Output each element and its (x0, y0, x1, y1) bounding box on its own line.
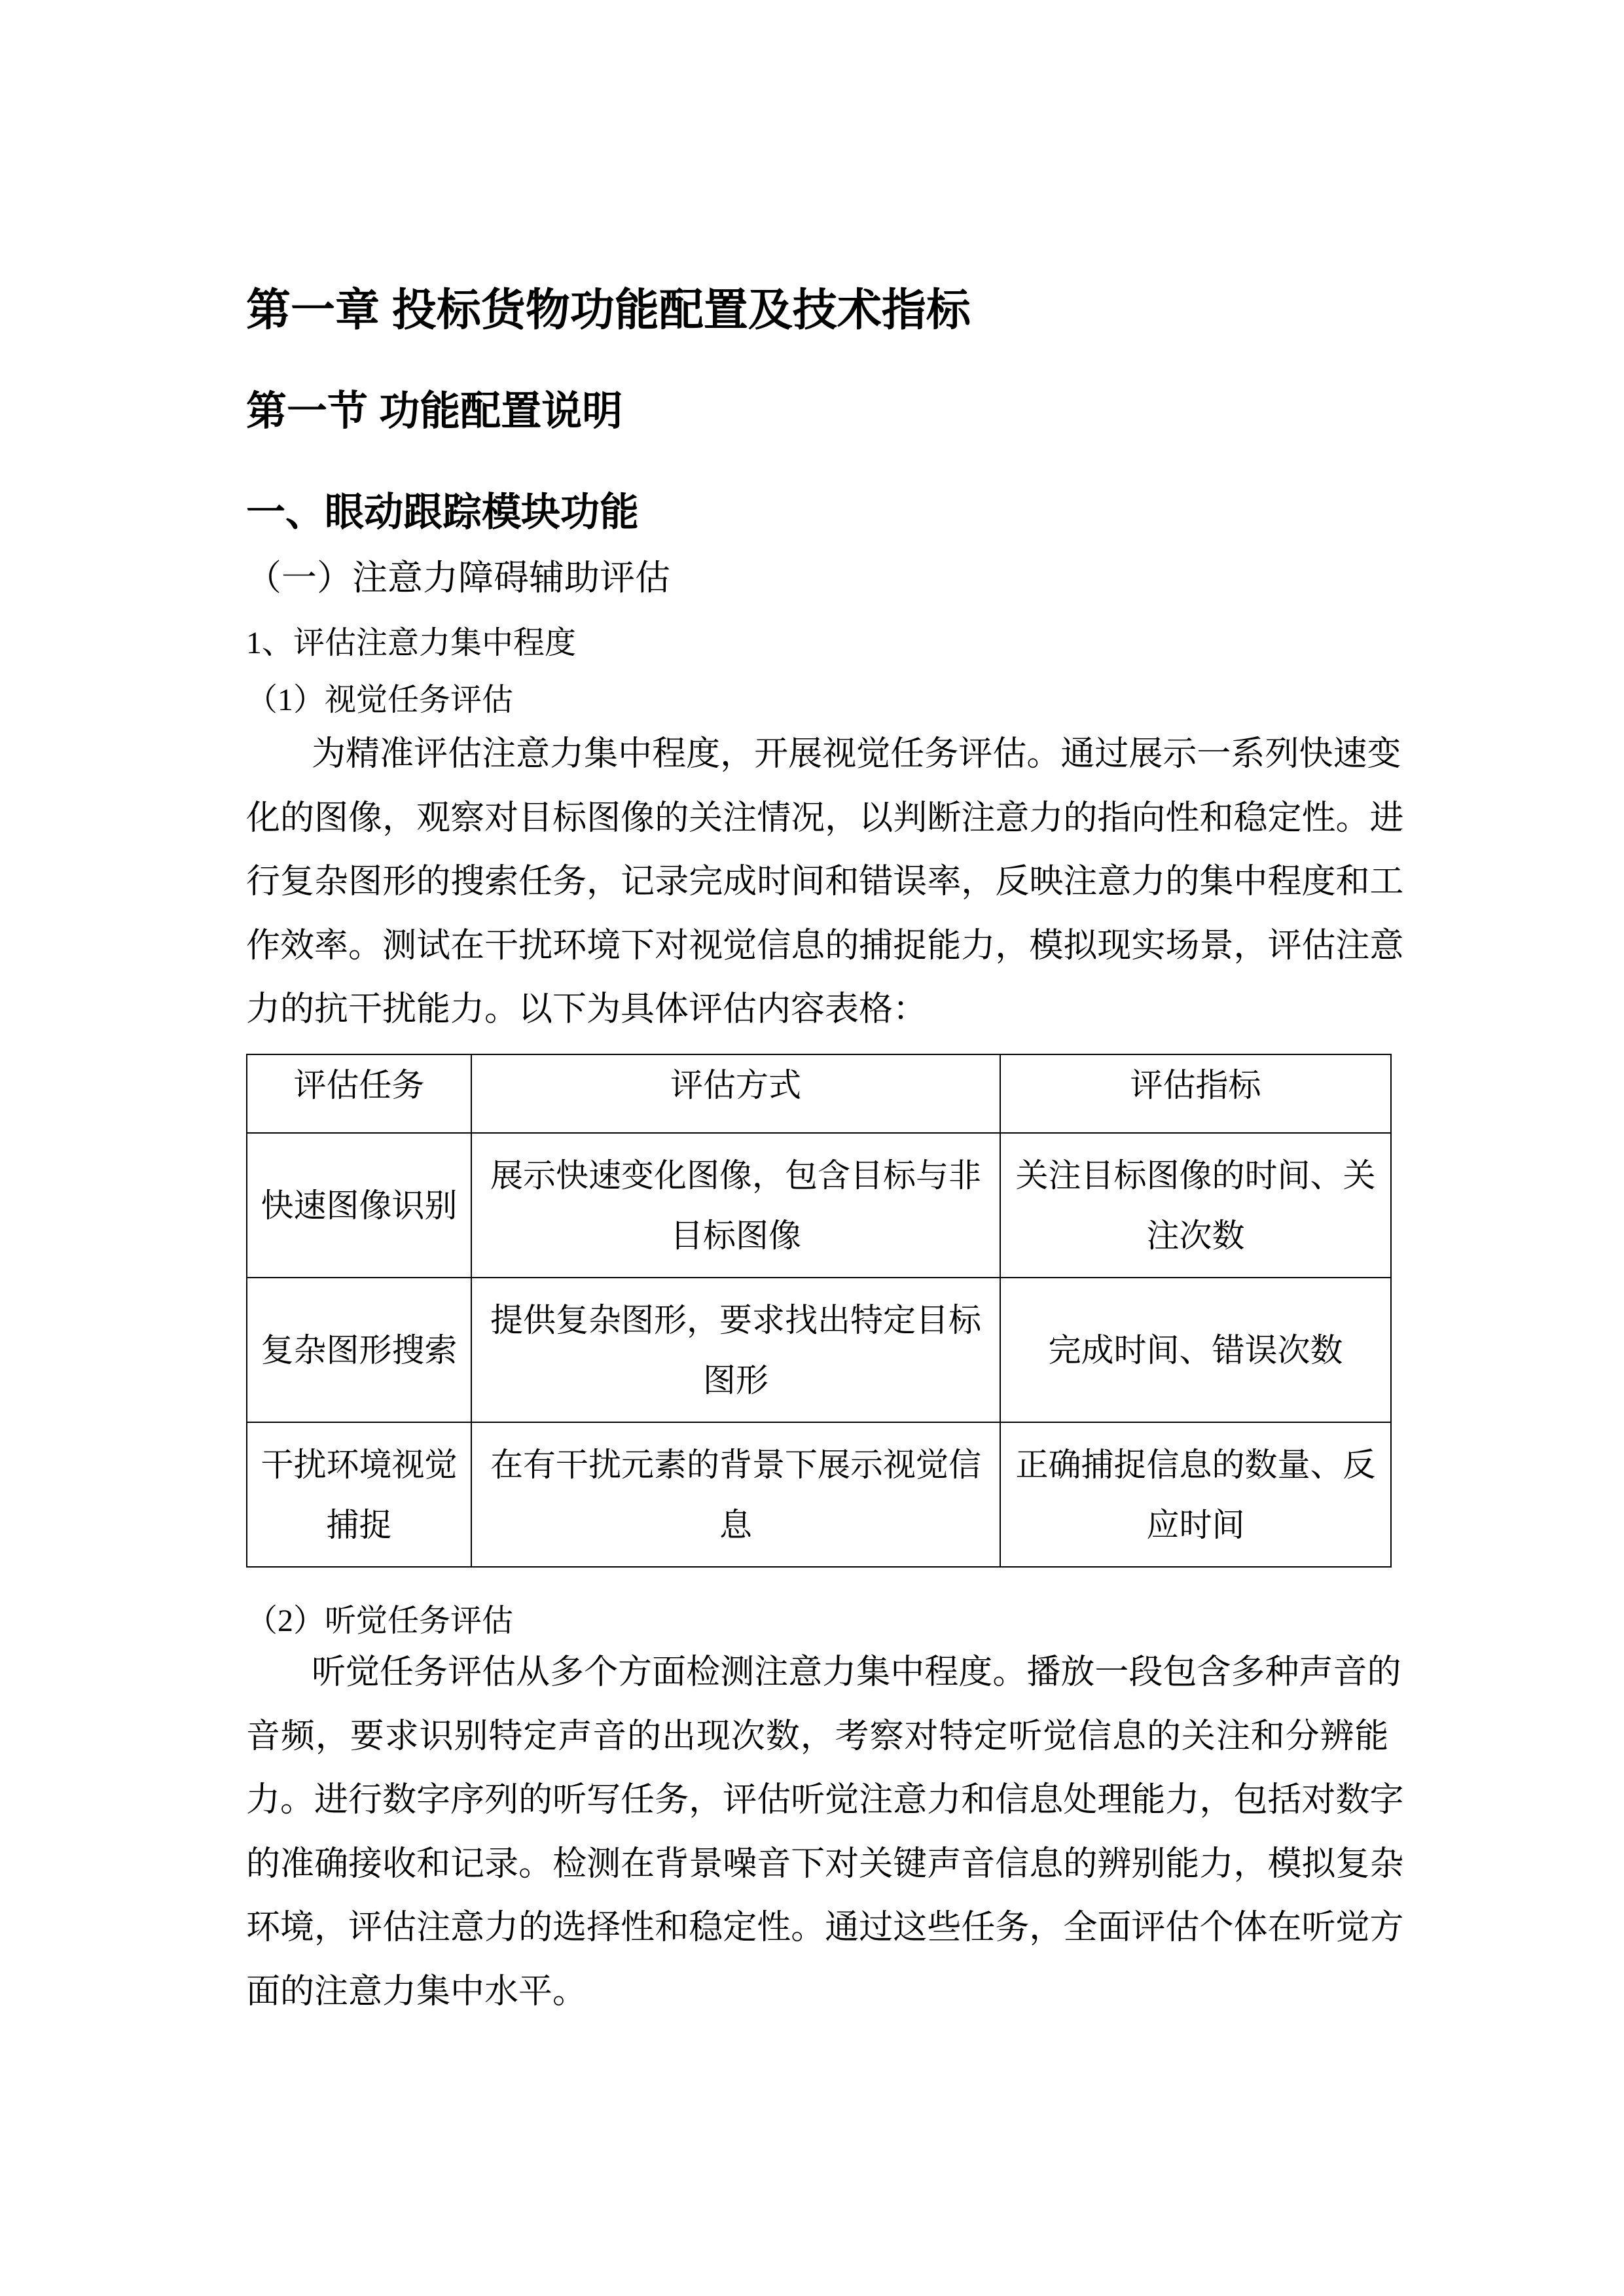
paragraph-line: 环 境 ， 评 估 注 意 力 的 选 择 性 和 稳 定 性 。 通 过 这 些 任 务 ， 全 面 评 估 个 体 在 听 觉 方 (246, 1909, 1404, 1946)
paragraph-line: 为 精 准 评 估 注 意 力 集 中 程 度 ， 开 展 视 觉 任 务 评 估 。 通 过 展 示 一 系 列 快 速 变 (312, 736, 1401, 773)
table-row (247, 1133, 1391, 1278)
table-row (247, 1422, 1391, 1567)
table-header-cell: 评估任务 (247, 1054, 471, 1133)
paragraph-line: 力的抗干扰能力。以下为具体评估内容表格： (246, 991, 928, 1028)
table-header-cell: 评估方式 (471, 1054, 1000, 1133)
paragraph-line: 作 效 率 。 测 试 在 干 扰 环 境 下 对 视 觉 信 息 的 捕 捉 能 力 ， 模 拟 现 实 场 景 ， 评 估 注 意 (246, 927, 1404, 965)
table-cell: 展示快速变化图像，包含目标与非目标图像 (471, 1133, 1000, 1278)
auditory-task-title: （2）听觉任务评估 (246, 1604, 514, 1638)
paragraph-line: 听 觉 任 务 评 估 从 多 个 方 面 检 测 注 意 力 集 中 程 度 。 播 放 一 段 包 含 多 种 声 音 的 (312, 1654, 1401, 1691)
table-header-cell: 评估指标 (1000, 1054, 1391, 1133)
paragraph-line: 力 。 进 行 数 字 序 列 的 听 写 任 务 ， 评 估 听 觉 注 意 力 和 信 息 处 理 能 力 ， 包 括 对 数 字 (246, 1782, 1404, 1819)
table-cell: 正确捕捉信息的数量、反应时间 (1000, 1422, 1391, 1567)
chapter-title: 第一章 投标货物功能配置及技术指标 (246, 285, 971, 335)
table-cell: 快速图像识别 (247, 1133, 471, 1278)
section-title: 第一节 功能配置说明 (246, 389, 623, 434)
module-title: 一、眼动跟踪模块功能 (246, 490, 639, 534)
subsection-title: （一）注意力障碍辅助评估 (246, 558, 670, 598)
paragraph-line: 行 复 杂 图 形 的 搜 索 任 务 ， 记 录 完 成 时 间 和 错 误 率 ， 反 映 注 意 力 的 集 中 程 度 和 工 (246, 863, 1404, 901)
visual-task-title: （1）视觉任务评估 (246, 683, 514, 717)
visual-task-paragraph (246, 723, 1404, 1042)
table-cell: 完成时间、错误次数 (1000, 1278, 1391, 1422)
paragraph-line: 化 的 图 像 ， 观 察 对 目 标 图 像 的 关 注 情 况 ， 以 判 断 注 意 力 的 指 向 性 和 稳 定 性 。 进 (246, 799, 1404, 837)
paragraph-line: 音 频 ， 要 求 识 别 特 定 声 音 的 出 现 次 数 ， 考 察 对 特 定 听 觉 信 息 的 关 注 和 分 辨 能 (246, 1717, 1389, 1755)
table-header-row (247, 1054, 1391, 1133)
table-cell: 在有干扰元素的背景下展示视觉信息 (471, 1422, 1000, 1567)
table-cell: 复杂图形搜索 (247, 1278, 471, 1422)
table-row (247, 1278, 1391, 1422)
paragraph-line: 的 准 确 接 收 和 记 录 。 检 测 在 背 景 噪 音 下 对 关 键 声 音 信 息 的 辨 别 能 力 ， 模 拟 复 杂 (246, 1845, 1404, 1883)
evaluation-table (246, 1054, 1392, 1568)
item-title: 1、评估注意力集中程度 (246, 626, 577, 660)
table-cell: 干扰环境视觉捕捉 (247, 1422, 471, 1567)
paragraph-line: 面的注意力集中水平。 (246, 1973, 587, 2011)
auditory-task-paragraph (246, 1641, 1404, 2024)
table-cell: 提供复杂图形，要求找出特定目标图形 (471, 1278, 1000, 1422)
table-cell: 关注目标图像的时间、关注次数 (1000, 1133, 1391, 1278)
